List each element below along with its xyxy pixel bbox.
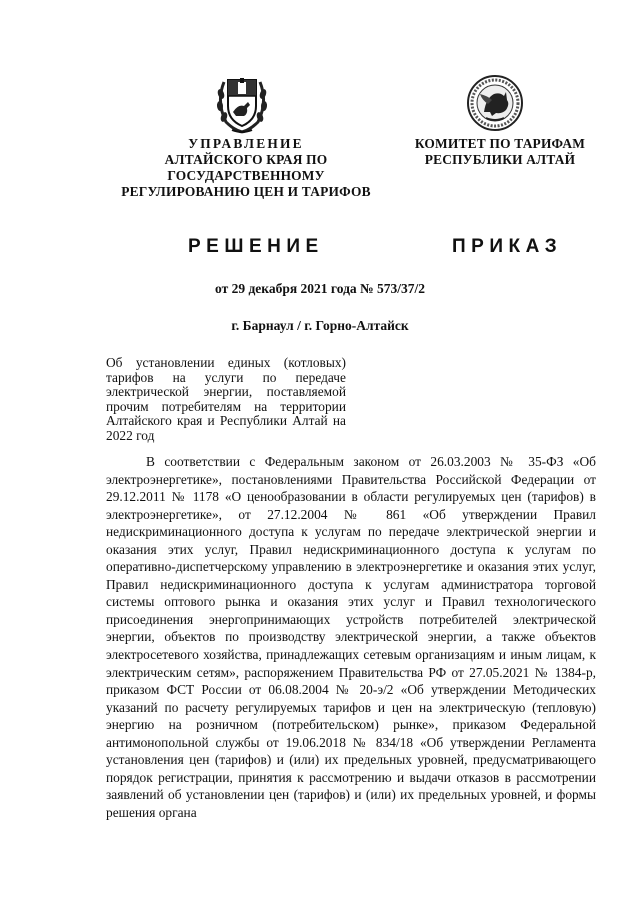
altai-krai-coat-of-arms-icon	[214, 72, 270, 134]
right-organization-name	[400, 136, 600, 168]
document-subject: Об установлении единых (котловых) тарифов на услуги по передаче электрической энергии, поставляемой прочим потребителям на территории Алтайского края и Республики Алтай на 2022 год	[106, 355, 346, 443]
right-org-line: РЕСПУБЛИКИ АЛТАЙ	[424, 152, 576, 167]
document-type-left: РЕШЕНИЕ	[188, 236, 324, 257]
altai-republic-coat-of-arms-icon	[466, 74, 524, 132]
document-date-number: от 29 декабря 2021 года № 573/37/2	[215, 281, 425, 296]
document-body-paragraph: В соответствии с Федеральным законом от 26.03.2003 № 35-ФЗ «Об электроэнергетике», постановлениями Правительства Российской Федерации от 29.12.2011 № 1178 «О ценообразовании в области регулируемых цен (тарифов) в электроэнергетике», от 27.12.2004 № 861 «Об утверждении Правил недискриминационного доступа к услугам по передаче электрической энергии и оказания этих услуг, Правил недискриминационного доступа к услугам по оперативно-диспетчерскому управлению в электроэнергетике и оказания этих услуг, Правил недискриминационного доступа к услугам администратора торговой системы оптового рынка и оказания этих услуг и Правил технологического присоединения энергопринимающих устройств потребителей электрической энергии, объектов по производству электрической энергии, а также объектов электросетевого хозяйства, принадлежащих сетевым организациям и иным лицам, к электрическим сетям», распоряжением Правительства РФ от 27.05.2021 № 1384-р, приказом ФСТ России от 06.08.2004 № 20-э/2 «Об утверждении Методических указаний по расчету регулируемых тарифов и цен на электрическую (тепловую) энергию на розничном (потребительском) рынке», приказом Федеральной антимонопольной службы от 19.06.2018 № 834/18 «Об утверждении Регламента установления цен (тарифов) и (или) их предельных уровней, предусматривающего порядок регистрации, принятия к рассмотрению и выдачи отказов в рассмотрении заявлений об установлении цен (тарифов) и (или) их предельных уровней, и формы решения органа	[106, 454, 596, 820]
left-org-line: РЕГУЛИРОВАНИЮ ЦЕН И ТАРИФОВ	[121, 184, 371, 199]
left-org-line: УПРАВЛЕНИЕ	[188, 136, 304, 151]
document-place: г. Барнаул / г. Горно-Алтайск	[231, 318, 409, 333]
left-org-line: ГОСУДАРСТВЕННОМУ	[167, 168, 325, 183]
document-type-right: ПРИКАЗ	[452, 236, 563, 257]
right-org-line: КОМИТЕТ ПО ТАРИФАМ	[414, 136, 586, 151]
left-organization-name	[110, 136, 382, 200]
left-org-line: АЛТАЙСКОГО КРАЯ ПО	[164, 152, 328, 167]
